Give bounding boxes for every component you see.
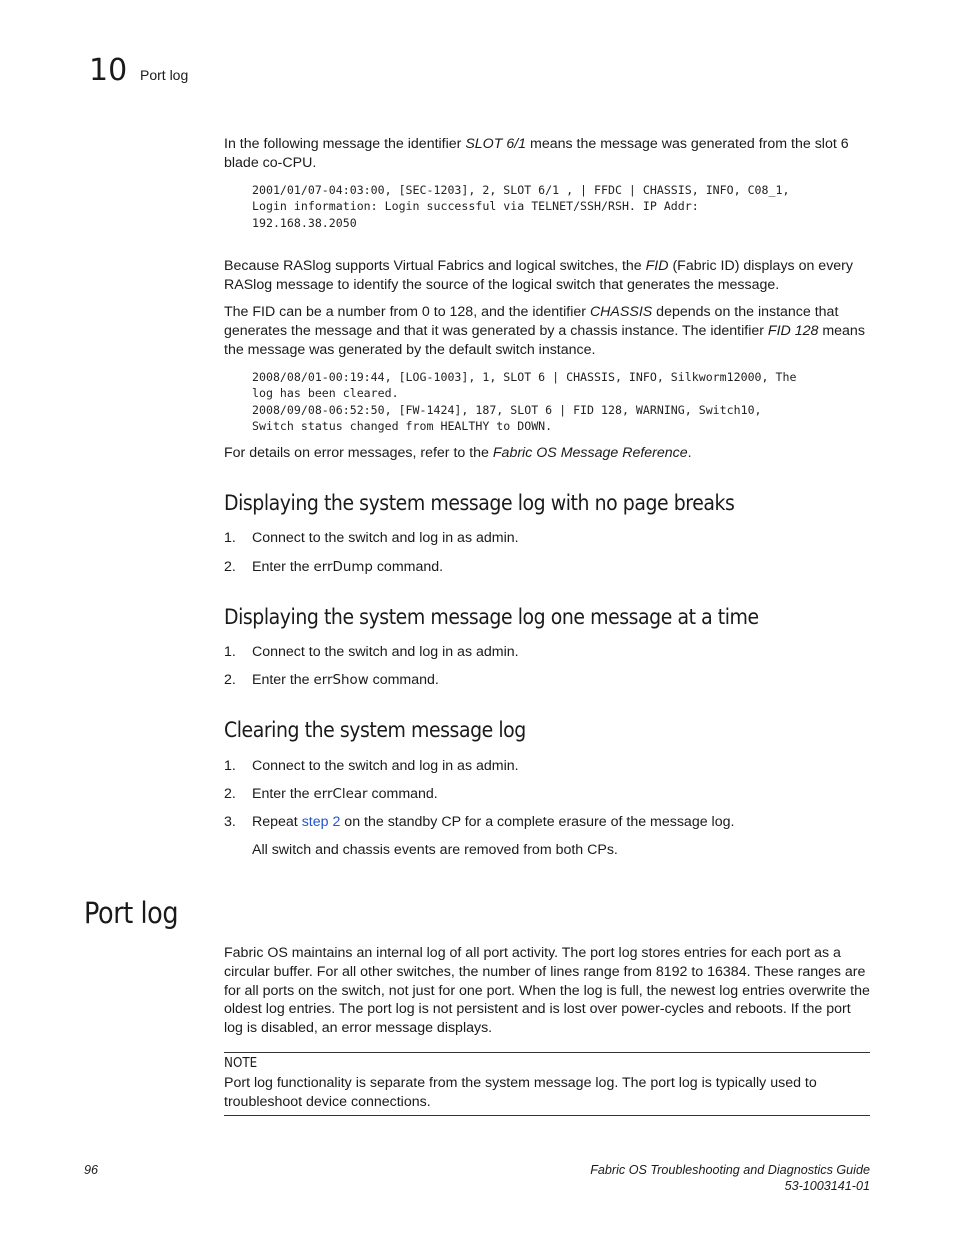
- step-text: Repeat: [252, 814, 302, 830]
- text: .: [687, 445, 692, 461]
- text: In the following message the identifier: [224, 136, 466, 152]
- step-text: Enter the: [252, 786, 314, 802]
- step-text: Enter the: [252, 672, 314, 688]
- step-text: Enter the: [252, 559, 314, 575]
- identifier-slot: SLOT 6/1: [465, 136, 527, 152]
- section-heading-clearing: Clearing the system message log: [224, 718, 526, 742]
- text: depends on the instance that generates the message and that it was generated by a chassis instance. The identifier: [224, 304, 839, 339]
- step-number: 3.: [224, 814, 236, 830]
- step-text: on the standby CP for a complete erasure of the message log.: [340, 814, 735, 830]
- chapter-number: 10: [89, 53, 128, 88]
- step-3-result: All switch and chassis events are removed from both CPs.: [252, 842, 618, 858]
- text: means the message was generated from the slot 6 blade co-CPU.: [224, 136, 849, 171]
- reference-title: Fabric OS Message Reference: [492, 445, 688, 461]
- intro-paragraph-3: [224, 303, 872, 359]
- command-errclear: errClear: [313, 787, 368, 802]
- chapter-title: Port log: [140, 67, 189, 83]
- text: The FID can be a number from 0 to 128, and the identifier: [224, 304, 590, 320]
- step-3: [224, 813, 734, 831]
- step-number: 1.: [224, 644, 236, 660]
- intro-paragraph-2: [224, 257, 872, 295]
- intro-paragraph-4: [224, 444, 872, 463]
- step-number: 1.: [224, 758, 236, 774]
- step-text: Connect to the switch and log in as admin.: [252, 530, 519, 546]
- identifier-chassis: CHASSIS: [589, 304, 653, 320]
- note-text: Port log functionality is separate from the system message log. The port log is typically used to troubleshoot device connections.: [224, 1075, 817, 1110]
- step-2-link[interactable]: step 2: [301, 814, 341, 830]
- section-heading-no-page-breaks: Displaying the system message log with no page breaks: [224, 491, 735, 515]
- code-sample-2: 2008/08/01-00:19:44, [LOG-1003], 1, SLOT 6 | CHASSIS, INFO, Silkworm12000, The log has been cleared. 2008/09/08-06:52:50, [FW-1424], 187, SLOT 6 | FID 128, WARNING, Switch10, Switch status changed from HEALTHY to DOWN.: [252, 370, 797, 434]
- footer-doc-title: Fabric OS Troubleshooting and Diagnostics Guide: [590, 1163, 870, 1177]
- text: means the message was generated by the default switch instance.: [224, 322, 865, 358]
- step-text: command.: [372, 559, 444, 575]
- note-label: NOTE: [224, 1056, 258, 1071]
- command-errshow: errShow: [313, 673, 369, 688]
- step-number: 2.: [224, 672, 236, 688]
- text: For details on error messages, refer to the: [224, 445, 493, 461]
- step-number: 1.: [224, 530, 236, 546]
- text: (Fabric ID) displays on every RASlog message to identify the source of the logical switch that generates the message.: [224, 258, 853, 293]
- identifier-fid-128: FID 128: [767, 322, 819, 339]
- step-2: [224, 785, 438, 804]
- text: Because RASlog supports Virtual Fabrics and logical switches, the: [224, 258, 646, 274]
- section-heading-port-log: Port log: [84, 896, 179, 930]
- step-number: 2.: [224, 786, 236, 802]
- step-1: [224, 643, 519, 661]
- step-text: Connect to the switch and log in as admin.: [252, 644, 519, 660]
- code-sample-1: 2001/01/07-04:03:00, [SEC-1203], 2, SLOT 6/1 , | FFDC | CHASSIS, INFO, C08_1, Login information: Login successful via TELNET/SSH/RSH. IP Addr: 192.168.38.2050: [252, 183, 790, 230]
- command-errdump: errDump: [313, 560, 373, 575]
- note-top-rule: [224, 1052, 870, 1053]
- footer-doc-number: 53-1003141-01: [784, 1179, 870, 1193]
- step-2: [224, 671, 439, 690]
- step-1: [224, 757, 519, 775]
- intro-paragraph-1: [224, 135, 872, 173]
- page-number: 96: [84, 1163, 99, 1177]
- step-text: command.: [367, 786, 438, 802]
- port-log-paragraph: Fabric OS maintains an internal log of all port activity. The port log stores entries for each port as a circular buffer. For all other switches, the number of lines range from 8192 to 16384. These ranges are for all ports on the switch, not just for one port. When the log is full, the newest log entries overwrite the oldest log entries. The port log is not persistent and is lost over power-cycles and reboots. If the port log is disabled, an error message displays.: [224, 945, 870, 1037]
- step-text: Connect to the switch and log in as admin.: [252, 758, 519, 774]
- step-number: 2.: [224, 559, 236, 575]
- section-heading-one-at-a-time: Displaying the system message log one message at a time: [224, 605, 759, 629]
- note-bottom-rule: [224, 1115, 870, 1116]
- identifier-fid: FID: [645, 258, 669, 274]
- step-text: command.: [368, 672, 439, 688]
- step-1: [224, 529, 519, 547]
- step-2: [224, 558, 443, 577]
